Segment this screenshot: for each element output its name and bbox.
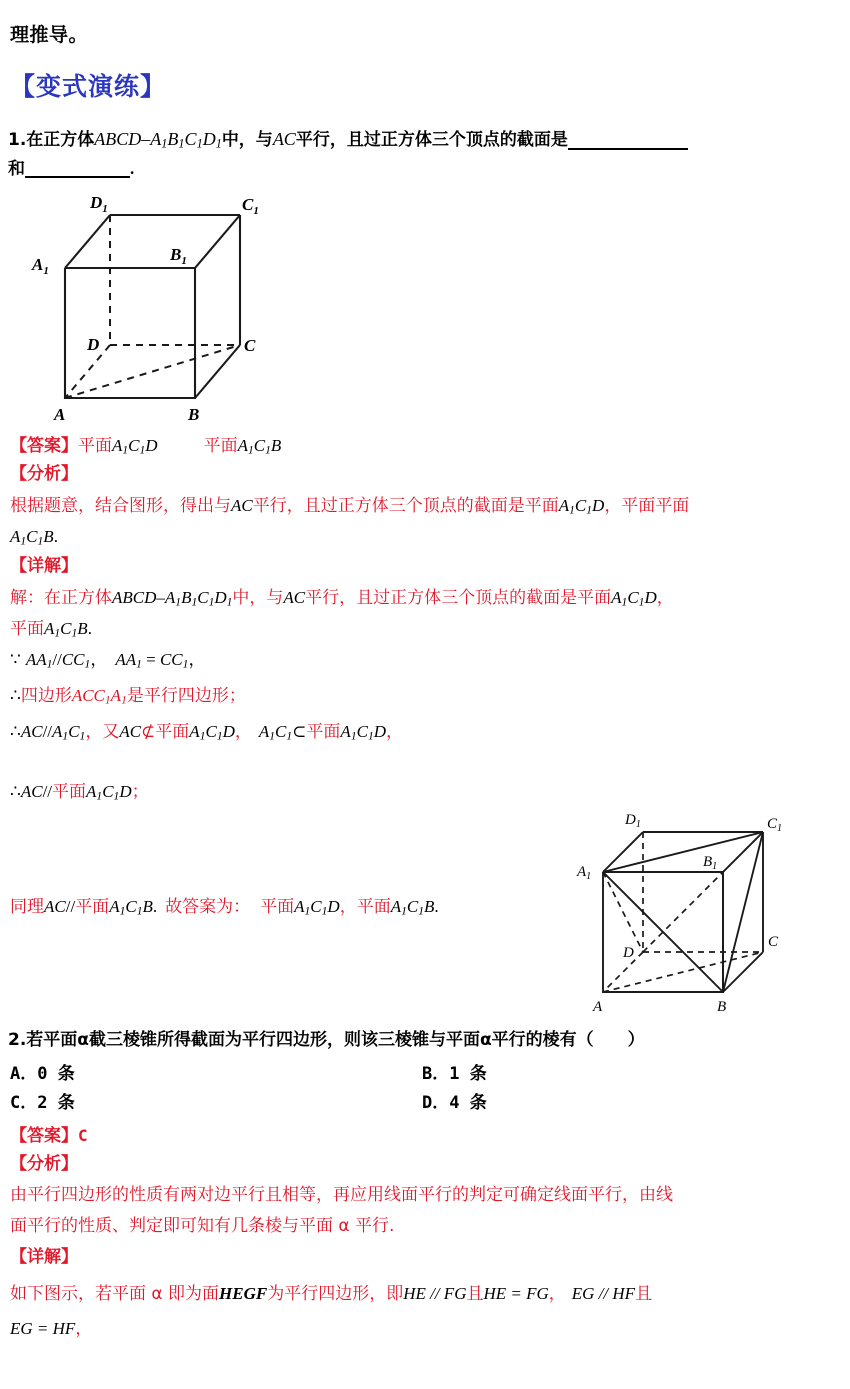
q1-step1-comma: ， [90, 650, 108, 670]
q1-final-line [10, 898, 439, 917]
q1-step3-comma2: ， [234, 722, 252, 742]
cube-diagram-2 [565, 800, 850, 1015]
q2-option-a-key: A． [10, 1064, 38, 1084]
q2-detail-l1-a: 如下图示，若平面 α 即为面 [10, 1284, 220, 1304]
q2-option-b-key: B． [422, 1064, 450, 1084]
q1-step2-tail: 是平行四边形； [126, 686, 246, 706]
q1-step1-aa1b: $AA_1$ [115, 650, 142, 671]
section-heading: 【变式演练】 [10, 72, 167, 101]
q2-option-b[interactable] [422, 1066, 487, 1083]
q1-detail-cube2: $A_1B_1C_1D_1$ [164, 588, 233, 609]
q1-detail-line2 [10, 620, 92, 639]
q1-answer-line [10, 437, 281, 456]
q1-final-plane3: 平面 [356, 897, 391, 917]
q1-final-p1: $A_1C_1B$ [109, 897, 153, 918]
q1-analysis-p2: $A_1C_1B$ [10, 527, 54, 548]
q1-detail-line1 [10, 589, 674, 608]
q1-step3-you: 又 [102, 722, 120, 742]
q1-final-a: 同理 [10, 897, 44, 917]
q2-detail-l1-b: 为平行四边形，即 [267, 1284, 404, 1304]
q1-answer-plane1-prefix: 平面 [78, 436, 112, 456]
q1-stem-a: 在正方体 [26, 130, 95, 150]
q2-stem-text: 若平面α截三棱锥所得截面为平行四边形，则该三棱锥与平面α平行的棱有（ ） [26, 1030, 645, 1050]
q1-detail-l1-b: 中，与 [232, 588, 284, 608]
q1-analysis-pingmian2: 平面 [655, 496, 690, 516]
q1-blank-2 [25, 161, 130, 178]
q2-detail-label: 【详解】 [10, 1247, 78, 1267]
section-BC1 [723, 832, 763, 992]
q1-answer-plane2: $A_1C_1B$ [237, 436, 282, 457]
therefore-icon-3: ∴ [10, 782, 21, 801]
q1-final-end: . [434, 897, 439, 916]
q2-analysis-line1: 由平行四边形的性质有两对边平行且相等，再应用线面平行的判定可确定线面平行，由线 [10, 1185, 673, 1205]
q1-stem-b: 中，与 [221, 130, 273, 150]
section-DC1 [643, 832, 763, 952]
q2-number: 2. [8, 1030, 27, 1050]
q1-detail-dash: – [156, 588, 165, 607]
q1-analysis-ac: AC [231, 496, 253, 515]
edge-B1C1 [195, 215, 240, 268]
q1-answer-plane2-prefix: 平面 [203, 436, 238, 456]
q1-analysis-p1: $A_1C_1D$ [558, 496, 605, 517]
q1-stem-d: 和 [8, 159, 25, 179]
q1-analysis-label: 【分析】 [10, 464, 78, 484]
q1-step2-text: 四边形 [20, 686, 72, 706]
label-A-2: A [593, 999, 603, 1015]
label-D1-2: $D_1$ [625, 812, 641, 830]
q1-final-par: // [65, 897, 76, 916]
q1-final-ac: AC [44, 897, 66, 916]
q2-analysis-label: 【分析】 [10, 1154, 78, 1174]
edge-BC-2 [723, 952, 763, 992]
q2-answer-line [10, 1127, 88, 1145]
q2-answer-label: 【答案】 [10, 1126, 78, 1146]
q2-option-d[interactable] [422, 1095, 487, 1112]
q2-detail-qie2: 且 [635, 1284, 653, 1304]
q2-option-c-key: C． [10, 1093, 38, 1113]
label-B: B [188, 405, 200, 424]
section-A1D [603, 872, 643, 952]
q2-option-b-text: 1 条 [449, 1064, 487, 1084]
q1-analysis-line1 [10, 497, 689, 516]
label-C: C [244, 336, 256, 355]
q2-detail-hegf: HEGF [219, 1284, 268, 1303]
q1-detail-l2-a: 平面 [10, 619, 44, 639]
q1-detail-l2-end: . [87, 619, 92, 638]
q1-step4-plane: 平面 [52, 782, 87, 802]
q1-step3-ac: AC [20, 722, 43, 741]
q1-cube-a1: $A_1B_1C_1D_1$ [150, 129, 222, 151]
label-C1-2: $C_1$ [767, 816, 783, 834]
q1-detail-l1-a: 解：在正方体 [10, 588, 112, 608]
q1-step4-ac: AC [20, 782, 43, 801]
q1-step3-plane: 平面 [155, 722, 190, 742]
q1-detail-comma: ， [656, 588, 674, 608]
q2-option-a-text: 0 条 [37, 1064, 75, 1084]
q1-detail-p2: $A_1C_1B$ [44, 619, 88, 640]
q1-step3-plane2: 平面 [306, 722, 341, 742]
q1-step3-p2: $A_1C_1D$ [340, 722, 386, 743]
q1-analysis-l1-b: 平行，且过正方体三个顶点的截面是平面 [252, 496, 559, 516]
q2-analysis-line2: 面平行的性质、判定即可知有几条棱与平面 α 平行. [10, 1216, 395, 1236]
q1-analysis-line2 [10, 528, 58, 547]
q2-detail-line2 [10, 1320, 92, 1338]
continued-text: 理推导。 [10, 24, 89, 46]
q1-stem-line1 [8, 130, 688, 150]
label-D: D [87, 335, 100, 354]
therefore-icon-2: ∴ [10, 722, 21, 741]
q2-option-c-text: 2 条 [37, 1093, 75, 1113]
q1-final-p2: $A_1C_1D$ [294, 897, 340, 918]
q1-final-p3: $A_1C_1B$ [390, 897, 435, 918]
label-B1-2: $B_1$ [703, 854, 718, 872]
q2-detail-qie: 且 [466, 1284, 484, 1304]
q2-option-d-key: D． [422, 1093, 450, 1113]
q2-detail-line1 [10, 1285, 652, 1303]
label-C1: $C_1$ [242, 195, 259, 217]
cube-diagram-1 [20, 190, 310, 430]
therefore-because-icon: ∵ [10, 650, 21, 669]
q1-analysis-l2-end: . [53, 527, 58, 546]
q1-stem-line2 [8, 160, 134, 178]
label-A1: $A_1$ [32, 255, 49, 277]
q1-step1-eq: = [141, 650, 160, 669]
q1-detail-p1: $A_1C_1D$ [611, 588, 657, 609]
label-B1: $B_1$ [170, 245, 187, 267]
q1-step4-end: ； [131, 782, 149, 802]
q1-detail-cube: ABCD [112, 588, 157, 607]
cube-2-svg [565, 800, 850, 1015]
q1-step2 [10, 687, 246, 706]
q1-detail-ac: AC [283, 588, 306, 607]
q2-detail-l1-c: ， [548, 1284, 566, 1304]
q1-step1 [10, 651, 205, 670]
label-A1-2: $A_1$ [577, 864, 592, 882]
edge-A1D1-2 [603, 832, 643, 872]
q1-analysis-l1-a: 根据题意，结合图形，得出与 [10, 496, 231, 516]
not-subset-icon: ⊄ [141, 722, 156, 741]
q1-step4 [10, 783, 149, 802]
q1-step3-end: ， [386, 722, 403, 742]
label-D1: $D_1$ [90, 193, 108, 215]
q1-number: 1. [8, 130, 27, 150]
label-B-2: B [717, 999, 727, 1015]
q1-answer-plane1: $A_1C_1D$ [112, 436, 158, 457]
q2-option-d-text: 4 条 [449, 1093, 487, 1113]
q2-stem [8, 1032, 645, 1049]
label-D-2: D [623, 945, 634, 961]
q2-detail-he: HE // FG [403, 1284, 467, 1303]
q1-step1-a: $AA_1$ [25, 650, 53, 671]
q2-detail-l2-end: ， [75, 1319, 93, 1339]
q1-step3-ac2: AC [119, 722, 142, 741]
q1-detail-label: 【详解】 [10, 556, 78, 576]
q1-blank-1 [568, 133, 688, 150]
q2-option-a[interactable] [10, 1066, 75, 1083]
q1-stem-c: 平行，且过正方体三个顶点的截面是 [295, 130, 568, 150]
q1-final-dot: . [152, 897, 158, 916]
q1-final-comma: ， [339, 897, 357, 917]
q1-step4-p1: $A_1C_1D$ [86, 782, 132, 803]
q1-analysis-l1-c: ，平面 [604, 496, 656, 516]
q2-option-c[interactable] [10, 1095, 75, 1112]
q1-step3-comma: ， [85, 722, 103, 742]
edge-A1D1 [65, 215, 110, 268]
label-A: A [54, 405, 66, 424]
q1-detail-l1-c: 平行，且过正方体三个顶点的截面是平面 [305, 588, 612, 608]
q1-ac: AC [272, 129, 296, 149]
q1-step1-end: ， [188, 650, 206, 670]
q1-step2-quad: $ACC_1A_1$ [71, 686, 127, 707]
q1-dash: – [141, 129, 151, 149]
q1-final-plane2: 平面 [260, 897, 295, 917]
q1-answer-label: 【答案】 [10, 436, 78, 456]
q1-step1-cc1b: $CC_1$ [159, 650, 189, 671]
cube-1-svg [20, 190, 310, 430]
section-A1C1 [603, 832, 763, 872]
q2-detail-eq2: EG = HF [10, 1319, 76, 1338]
q2-detail-eq: HE = FG [483, 1284, 549, 1303]
q1-cube-abcd: ABCD [94, 129, 142, 149]
q1-final-plane: 平面 [75, 897, 110, 917]
subset-icon: ⊂ [292, 722, 307, 741]
therefore-icon-1: ∴ [10, 686, 21, 705]
section-A1B [603, 872, 723, 992]
q1-step3 [10, 723, 403, 742]
q1-step1-par: // [52, 650, 62, 669]
edge-BC [195, 345, 240, 398]
q1-period: . [130, 159, 135, 178]
q2-answer-value: C [78, 1126, 88, 1145]
q2-detail-eg: EG // HF [571, 1284, 636, 1303]
label-C-2: C [768, 934, 779, 950]
q1-final-b: 故答案为： [165, 897, 251, 917]
q1-step3-par: // [42, 722, 53, 741]
q1-step3-p1: $A_1C_1D$ [189, 722, 235, 743]
q1-step4-par: // [42, 782, 53, 801]
q1-step3-a1c1b: $A_1C_1$ [258, 722, 293, 743]
q1-step3-a1c1: $A_1C_1$ [52, 722, 86, 743]
q1-step1-cc1: $CC_1$ [61, 650, 91, 671]
